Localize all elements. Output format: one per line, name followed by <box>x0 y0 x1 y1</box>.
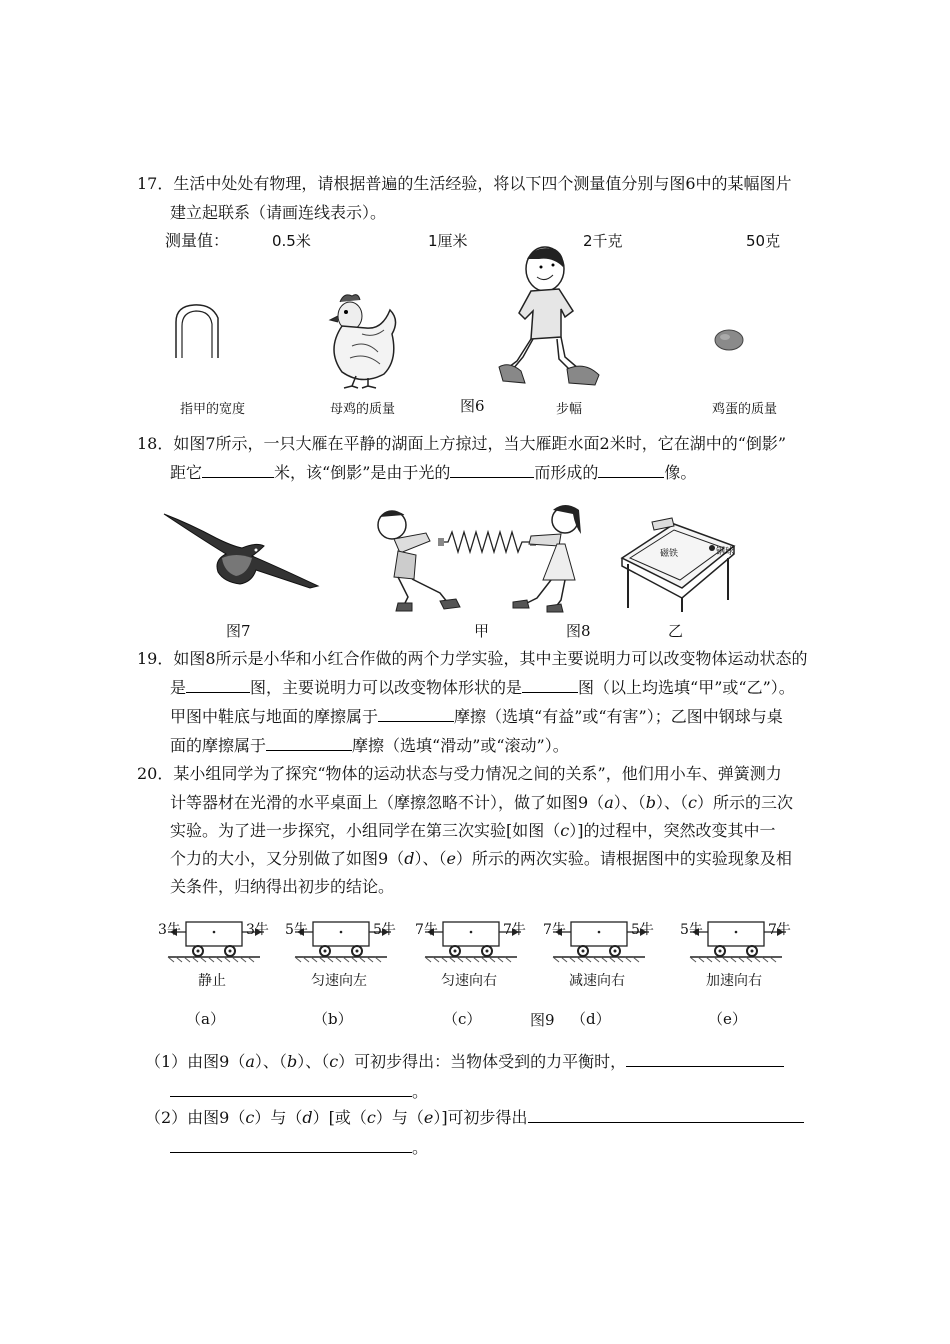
q19-text-2c: 图（以上均选填“甲”或“乙”）。 <box>578 678 795 697</box>
q20-text-3b: ）]的过程中，突然改变其中一 <box>569 821 776 840</box>
ans1-letter-b: b <box>286 1052 298 1071</box>
q20-letter-c2: c <box>560 821 570 840</box>
cart-motion-state: 加速向右 <box>706 973 762 989</box>
q18-text-d: 像。 <box>664 463 697 482</box>
ans2-text-b: ）与（ <box>254 1108 303 1127</box>
q19-blank-1[interactable] <box>186 674 250 693</box>
measure-value-2: 1厘米 <box>428 232 468 250</box>
caption-fig8: 图8 <box>566 622 591 640</box>
ans1-letter-c: c <box>329 1052 339 1071</box>
q19-line1: 19．如图8所示是小华和小红合作做的两个力学实验，其中主要说明力可以改变物体运动状态的 <box>137 649 808 668</box>
ans2-letter-d: d <box>302 1108 313 1127</box>
cart-tag: （b） <box>313 1010 353 1028</box>
cart-left-force: 7牛 <box>415 922 438 938</box>
ans2-text-d: ）与（ <box>375 1108 424 1127</box>
cart-tag: （e） <box>708 1010 747 1028</box>
q17-measure-label: 测量值： <box>165 231 230 250</box>
cart-tag: （d） <box>571 1010 611 1028</box>
cart-left-force: 5牛 <box>285 922 308 938</box>
table-magnet-image <box>618 512 738 612</box>
q19-text-2b: 图，主要说明力可以改变物体形状的是 <box>250 678 523 697</box>
egg-image <box>712 326 748 354</box>
q20-text-4c: ）所示的两次实验。请根据图中的实验现象及相 <box>455 849 792 868</box>
cart-motion-state: 减速向右 <box>569 973 625 989</box>
ans2-text-a: （2）由图9（ <box>145 1108 246 1127</box>
cart-left-force: 7牛 <box>543 922 566 938</box>
fingernail-image <box>168 300 238 370</box>
caption-yi: 乙 <box>668 622 684 640</box>
q19-text-4a: 面的摩擦属于 <box>170 736 267 755</box>
q19-text-3b: 摩擦（选填“有益”或“有害”）；乙图中钢球与桌 <box>454 707 783 726</box>
measure-value-1: 0.5米 <box>272 232 311 250</box>
q20-text-2d: ）所示的三次 <box>696 793 793 812</box>
hen-image <box>322 290 402 390</box>
q19-blank-3[interactable] <box>378 703 454 722</box>
ans2-letter-c2: c <box>366 1108 376 1127</box>
q20-line4 <box>170 845 792 873</box>
q18-blank-2[interactable] <box>450 459 534 478</box>
q19-text-4b: 摩擦（选填“滑动”或“滚动”）。 <box>352 736 569 755</box>
q18-blank-3[interactable] <box>598 459 664 478</box>
q18-text-c: 而形成的 <box>534 463 599 482</box>
q20-letter-a: a <box>604 793 614 812</box>
q18-line1: 18．如图7所示，一只大雁在平静的湖面上方掠过，当大雁距水面2米时，它在湖中的“倒影” <box>137 434 787 453</box>
cart-right-force: 7牛 <box>768 922 791 938</box>
caption-fingernail: 指甲的宽度 <box>180 402 246 417</box>
q20-letter-b: b <box>645 793 656 812</box>
caption-stride: 步幅 <box>556 402 583 417</box>
answer-1-blank[interactable] <box>626 1048 784 1067</box>
answer-1-line2 <box>170 1078 428 1106</box>
q19-blank-4[interactable] <box>266 732 352 751</box>
q20-letter-d: d <box>404 849 415 868</box>
q19-line2 <box>170 674 795 702</box>
answer-2-line1 <box>145 1104 804 1132</box>
q20-text-2b: ）、（ <box>613 793 646 812</box>
cart-left-force: 3牛 <box>158 922 181 938</box>
cart-motion-state: 匀速向左 <box>311 973 367 989</box>
q18-blank-1[interactable] <box>202 459 274 478</box>
ans1-text-b: ）、（ <box>254 1052 287 1071</box>
ans1-letter-a: a <box>245 1052 255 1071</box>
goose-image <box>160 512 325 592</box>
q18-text-a: 距它 <box>170 463 203 482</box>
answer-1-line1 <box>145 1048 784 1076</box>
answer-2-blank-2[interactable] <box>170 1134 412 1153</box>
ans2-letter-c: c <box>245 1108 255 1127</box>
boy-pulling-image <box>370 505 470 615</box>
cart-motion-state: 匀速向右 <box>441 973 497 989</box>
girl-pulling-image <box>505 500 595 615</box>
cart-right-force: 5牛 <box>373 922 396 938</box>
q20-letter-c: c <box>688 793 697 812</box>
cart-right-force: 3牛 <box>246 922 269 938</box>
q18-text-b: 米，该“倒影”是由于光的 <box>274 463 451 482</box>
q19-text-3a: 甲图中鞋底与地面的摩擦属于 <box>170 707 379 726</box>
ans2-text-e: ）]可初步得出 <box>433 1108 528 1127</box>
answer-1-blank-2[interactable] <box>170 1078 412 1097</box>
q20-line5: 关条件，归纳得出初步的结论。 <box>170 877 395 896</box>
q20-text-4a: 个力的大小，又分别做了如图9（ <box>170 849 405 868</box>
ans1-end: 。 <box>412 1082 429 1101</box>
ans1-text-c: ）、（ <box>297 1052 330 1071</box>
answer-2-line2 <box>170 1134 428 1162</box>
ball-label: 钢球 <box>716 547 735 557</box>
caption-fig9: 图9 <box>530 1011 555 1029</box>
ans1-text-d: ）可初步得出：当物体受到的力平衡时， <box>338 1052 627 1071</box>
caption-fig6: 图6 <box>460 397 485 415</box>
ans1-text-a: （1）由图9（ <box>145 1052 246 1071</box>
q20-line2 <box>170 789 793 817</box>
q20-text-2c: ）、（ <box>656 793 689 812</box>
cart-tag: （a） <box>186 1010 225 1028</box>
q20-line3 <box>170 817 775 845</box>
q19-text-2a: 是 <box>170 678 187 697</box>
magnet-label: 磁铁 <box>660 549 679 559</box>
cart-tag: （c） <box>443 1010 482 1028</box>
q19-line3 <box>170 703 783 731</box>
cart-right-force: 7牛 <box>503 922 526 938</box>
ans2-letter-e: e <box>423 1108 434 1127</box>
caption-fig7: 图7 <box>226 622 251 640</box>
q20-text-4b: ）、（ <box>414 849 447 868</box>
measure-value-4: 50克 <box>746 232 781 250</box>
q20-letter-e: e <box>446 849 456 868</box>
q20-text-3a: 实验。为了进一步探究，小组同学在第三次实验[如图（ <box>170 821 561 840</box>
ans2-end: 。 <box>412 1138 429 1157</box>
cart-left-force: 5牛 <box>680 922 703 938</box>
q19-line4 <box>170 732 569 760</box>
cart-motion-state: 静止 <box>198 973 226 989</box>
measure-value-3: 2千克 <box>583 232 623 250</box>
q17-line1: 17．生活中处处有物理，请根据普遍的生活经验，将以下四个测量值分别与图6中的某幅图片 <box>137 174 792 193</box>
caption-jia: 甲 <box>474 622 490 640</box>
caption-hen: 母鸡的质量 <box>330 402 396 417</box>
q19-blank-2[interactable] <box>522 674 578 693</box>
q18-line2 <box>170 459 696 487</box>
walking-boy-image <box>495 245 605 390</box>
q20-line1: 20．某小组同学为了探究“物体的运动状态与受力情况之间的关系”，他们用小车、弹簧测力 <box>137 764 782 783</box>
cart-right-force: 5牛 <box>631 922 654 938</box>
answer-2-blank[interactable] <box>528 1104 804 1123</box>
q20-text-2a: 计等器材在光滑的水平桌面上（摩擦忽略不计），做了如图9（ <box>170 793 605 812</box>
q17-line2: 建立起联系（请画连线表示）。 <box>170 203 387 222</box>
caption-egg: 鸡蛋的质量 <box>712 402 778 417</box>
ans2-text-c: ）[或（ <box>312 1108 367 1127</box>
